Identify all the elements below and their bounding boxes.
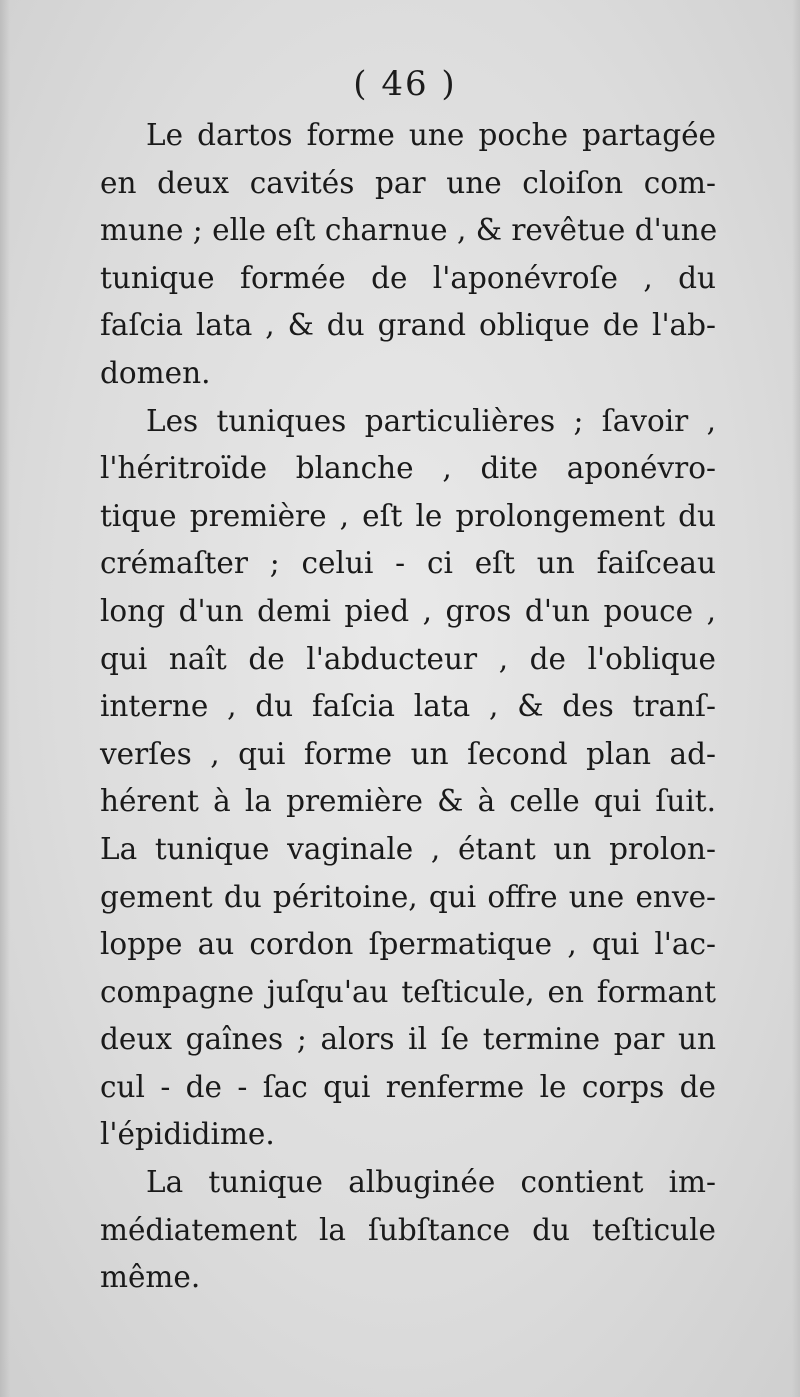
text-line: faſcia lata , & du grand oblique de l'ab- — [100, 308, 716, 343]
text-line: interne , du faſcia lata , & des tranſ- — [100, 689, 716, 724]
text-line: loppe au cordon ſpermatique , qui l'ac- — [100, 927, 716, 962]
text-line: l'épididime. — [100, 1117, 275, 1152]
page-number: ( 46 ) — [353, 64, 457, 104]
paragraph-tuniques — [100, 398, 716, 1160]
text-line: La tunique albuginée contient im- — [146, 1165, 716, 1200]
text-line: Le dartos forme une poche partagée — [146, 118, 716, 152]
text-line: compagne juſqu'au teſticule, en formant — [100, 974, 716, 1009]
text-line: Les tuniques particulières ; ſavoir , — [146, 403, 716, 438]
text-line: crémaſter ; celui - ci eſt un faiſceau — [100, 546, 716, 581]
text-line: deux gaînes ; alors il ſe termine par un — [100, 1022, 716, 1057]
page-edge-left — [0, 0, 10, 1397]
text-line: en deux cavités par une cloiſon com- — [100, 165, 716, 200]
text-line: qui naît de l'abducteur , de l'oblique — [100, 641, 716, 676]
text-line: médiatement la ſubſtance du teſticule — [100, 1212, 716, 1247]
text-line: verſes , qui forme un ſecond plan ad- — [100, 736, 716, 771]
text-line: La tunique vaginale , étant un prolon- — [100, 831, 716, 866]
paragraph-dartos — [100, 112, 716, 398]
paragraph-albuginee — [100, 1159, 716, 1302]
text-line: domen. — [100, 355, 211, 390]
text-line: cul - de - ſac qui renferme le corps de — [100, 1069, 716, 1104]
body-text — [100, 112, 716, 1302]
text-line: tique première , eſt le prolongement du — [100, 498, 716, 533]
text-line: long d'un demi pied , gros d'un pouce , — [100, 593, 716, 628]
text-line: gement du péritoine, qui offre une enve- — [100, 879, 716, 914]
text-line: hérent à la première & à celle qui ſuit. — [100, 784, 716, 819]
text-line: tunique formée de l'aponévroſe , du — [100, 260, 716, 295]
text-line: mune ; elle eſt charnue , & revêtue d'une — [100, 213, 718, 248]
text-line: l'héritroïde blanche , dite aponévro- — [100, 451, 716, 486]
text-line: même. — [100, 1260, 201, 1295]
page-edge-right — [792, 0, 800, 1397]
